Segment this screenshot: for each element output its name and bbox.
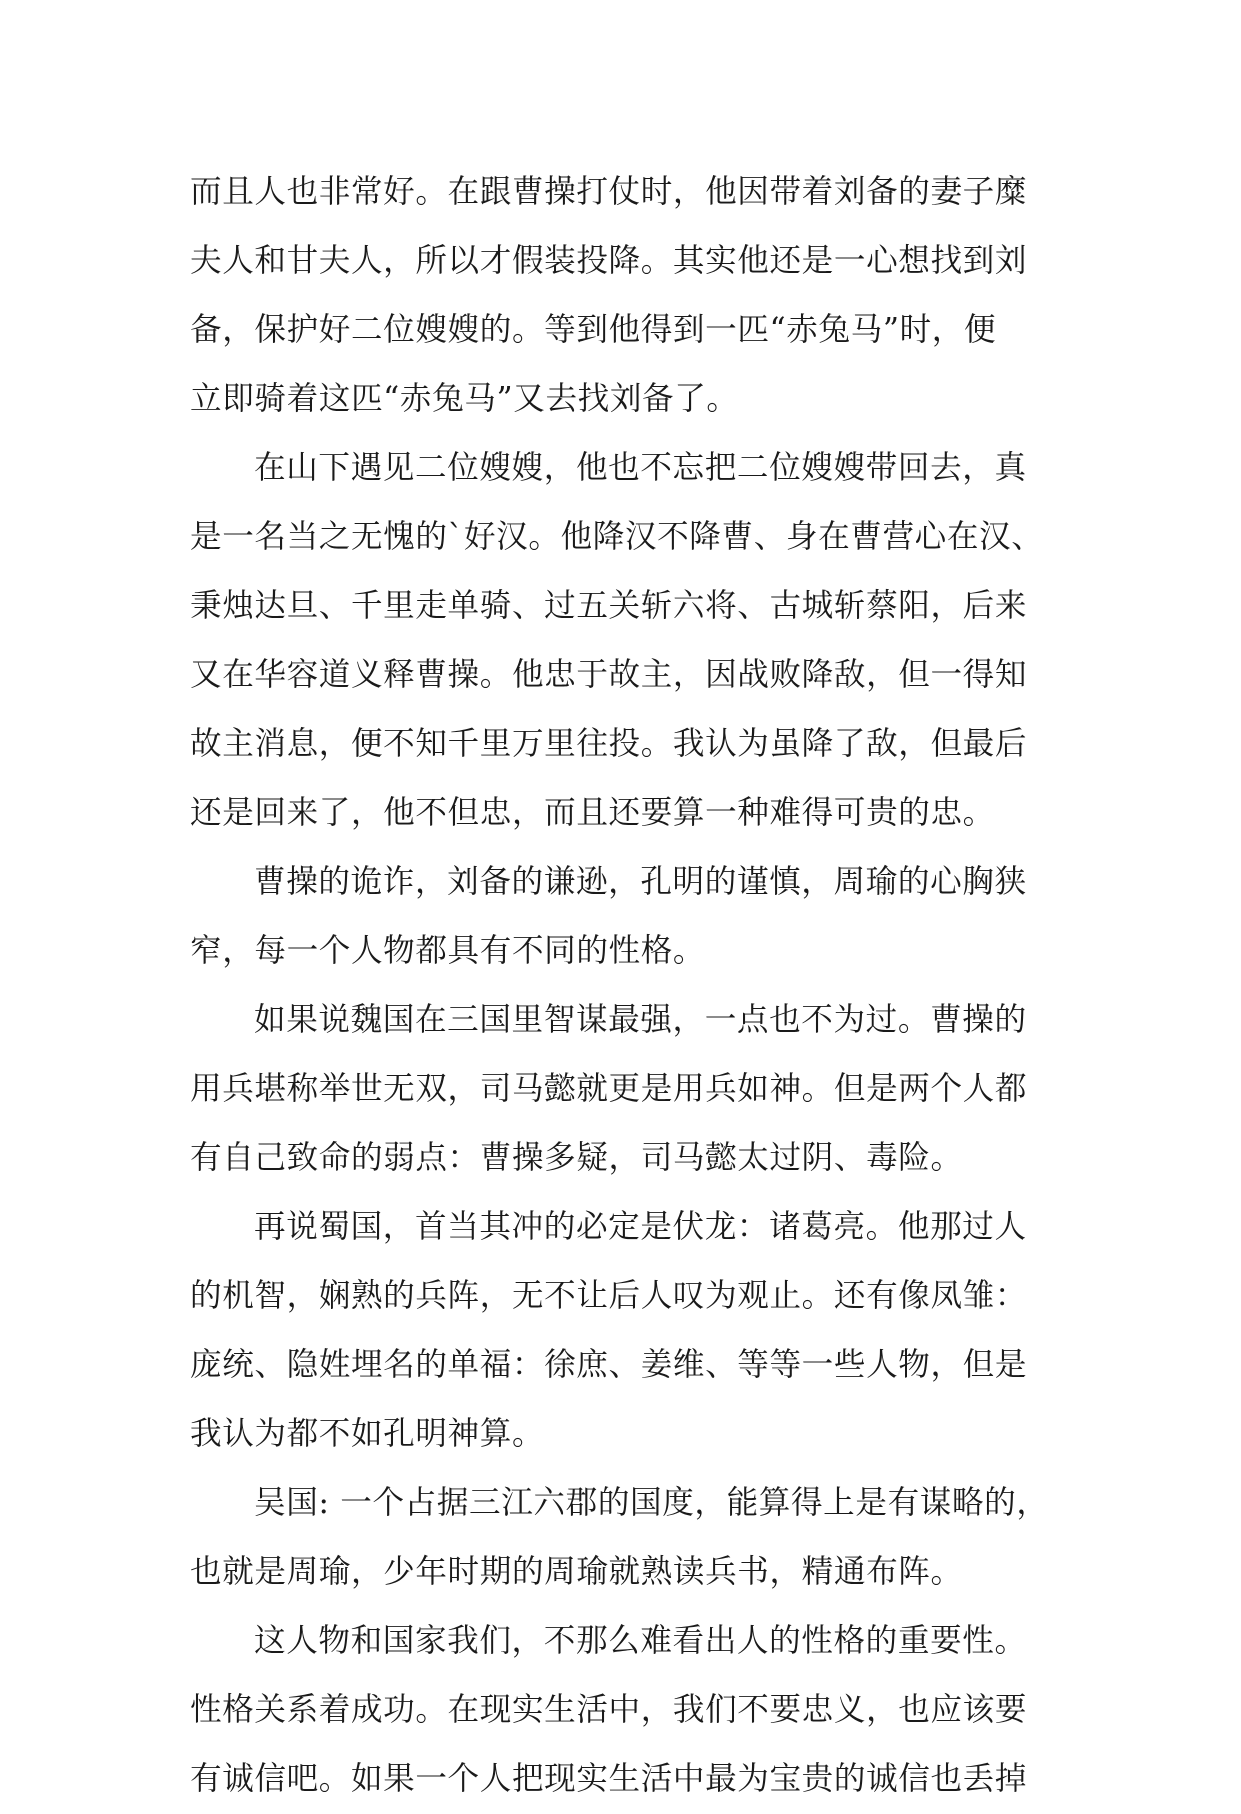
text-line: 如果说魏国在三国里智谋最强，一点也不为过。曹操的: [254, 1002, 1027, 1038]
text-line: 用兵堪称举世无双，司马懿就更是用兵如神。但是两个人都: [190, 1071, 1028, 1107]
text-line: 性格关系着成功。在现实生活中，我们不要忠义，也应该要: [190, 1692, 1028, 1728]
text-line: 还是回来了，他不但忠，而且还要算一种难得可贵的忠。: [190, 795, 995, 831]
text-line: 的机智，娴熟的兵阵，无不让后人叹为观止。还有像凤雏：: [190, 1278, 1028, 1314]
text-line: 备，保护好二位嫂嫂的。等到他得到一匹“赤兔马”时，便: [190, 312, 997, 348]
text-line: 庞统、隐姓埋名的单福：徐庶、姜维、等等一些人物，但是: [190, 1347, 1028, 1383]
text-line: 而且人也非常好。在跟曹操打仗时，他因带着刘备的妻子糜: [190, 174, 1028, 210]
text-line: 又在华容道义释曹操。他忠于故主，因战败降敌，但一得知: [190, 657, 1028, 693]
text-line: 曹操的诡诈，刘备的谦逊，孔明的谨慎，周瑜的心胸狭: [254, 864, 1027, 900]
text-line: 立即骑着这匹“赤兔马”又去找刘备了。: [190, 381, 739, 417]
body-text: [190, 158, 1070, 1814]
text-line: 夫人和甘夫人，所以才假装投降。其实他还是一心想找到刘: [190, 243, 1028, 279]
text-line: 这人物和国家我们，不那么难看出人的性格的重要性。: [254, 1623, 1027, 1659]
text-line: 吴国: 一个占据三江六郡的国度，能算得上是有谋略的，: [254, 1485, 1049, 1521]
text-line: 有自己致命的弱点：曹操多疑，司马懿太过阴、毒险。: [190, 1140, 963, 1176]
text-line: 也就是周瑜，少年时期的周瑜就熟读兵书，精通布阵。: [190, 1554, 963, 1590]
text-line: 在山下遇见二位嫂嫂，他也不忘把二位嫂嫂带回去，真: [254, 450, 1027, 486]
text-line: 秉烛达旦、千里走单骑、过五关斩六将、古城斩蔡阳，后来: [190, 588, 1028, 624]
text-line: 再说蜀国，首当其冲的必定是伏龙：诸葛亮。他那过人: [254, 1209, 1027, 1245]
text-line: 是一名当之无愧的`好汉。他降汉不降曹、身在曹营心在汉、: [190, 519, 1044, 555]
text-line: 窄，每一个人物都具有不同的性格。: [190, 933, 706, 969]
text-line: 我认为都不如孔明神算。: [190, 1416, 545, 1452]
text-line: 故主消息，便不知千里万里往投。我认为虽降了敌，但最后: [190, 726, 1028, 762]
text-line: 有诚信吧。如果一个人把现实生活中最为宝贵的诚信也丢掉: [190, 1761, 1028, 1797]
